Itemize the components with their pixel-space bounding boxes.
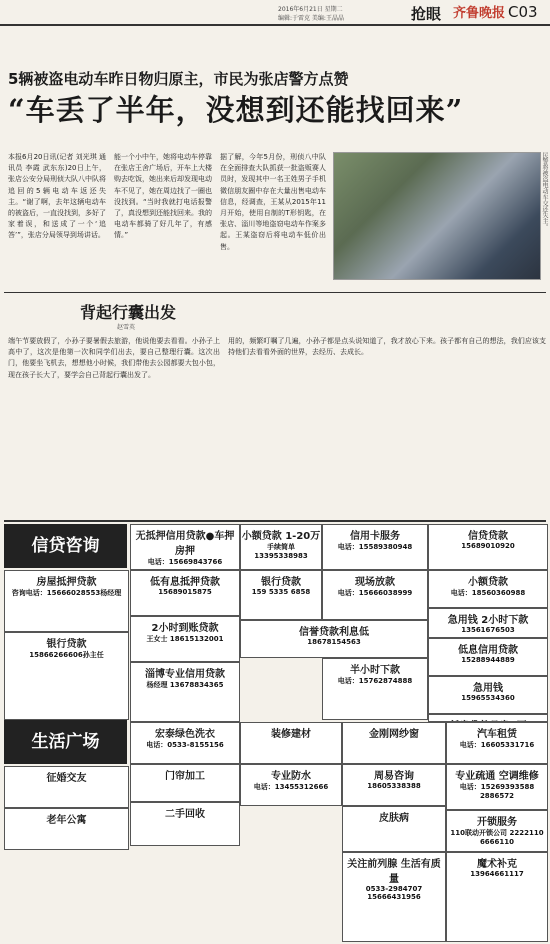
ad-title: 无抵押信用贷款●车押房押 xyxy=(135,531,235,557)
ad-title: 急用钱 xyxy=(473,683,503,694)
newspaper-logo: 齐鲁晚报 xyxy=(453,6,506,21)
ad-title: 信贷贷款 xyxy=(468,531,508,542)
ad-phone: 杨经理 13678834365 xyxy=(146,681,224,689)
ad-title: 金刚网纱窗 xyxy=(369,729,419,740)
ad-box xyxy=(4,570,129,632)
ad-box xyxy=(428,570,548,608)
story-headline: “车丢了半年，没想到还能找回来” xyxy=(8,93,464,127)
ad-box xyxy=(428,524,548,570)
ad-box xyxy=(240,620,428,658)
ad-phone: 电话：13455312666 xyxy=(253,783,329,791)
ad-title: 低有息抵押贷款 xyxy=(150,577,220,588)
ad-phone: 15689015875 xyxy=(158,588,212,596)
date-line: 2016年6月21日 星期二 xyxy=(278,6,343,13)
ad-phone: 王女士 18615132001 xyxy=(146,635,224,643)
ad-box xyxy=(428,676,548,714)
ad-phone: 13964661117 xyxy=(470,870,524,878)
ad-box xyxy=(130,764,240,802)
ad-box xyxy=(240,524,322,570)
ad-box xyxy=(322,524,428,570)
ad-title: 银行贷款 xyxy=(46,639,87,650)
ad-title: 低息信用贷款 xyxy=(458,645,518,656)
ad-box xyxy=(130,616,240,662)
ad-title: 小额贷款 1-20万 xyxy=(241,531,321,542)
ad-box xyxy=(130,802,240,846)
ad-phone: 手续简单 13395338983 xyxy=(254,543,308,560)
ad-title: 信用卡服务 xyxy=(350,531,400,542)
ad-title xyxy=(429,715,547,722)
photo-caption: 民警将被盗电动车交还失主。 xyxy=(541,152,548,230)
ad-title: 半小时下款 xyxy=(350,665,400,676)
ad-phone: 电话：15269393588 2886572 xyxy=(459,783,535,800)
ad-box xyxy=(322,658,428,720)
ad-box xyxy=(322,570,428,620)
ad-title: 急用钱 2小时下款 xyxy=(447,615,529,626)
ad-box xyxy=(240,570,322,620)
ad-title: 皮肤病 xyxy=(379,813,409,824)
ad-title: 现场放款 xyxy=(355,577,395,588)
ad-title: 专业疏通 空调维修 xyxy=(455,771,539,782)
ad-title: 魔术补克 xyxy=(477,859,517,870)
ad-box xyxy=(446,722,548,764)
ad-box xyxy=(130,524,240,570)
ad-title: 淄博专业信用贷款 xyxy=(145,669,225,680)
ad-box xyxy=(428,608,548,638)
column-author: 赵雪英 xyxy=(117,324,136,331)
ad-title: 房屋抵押贷款 xyxy=(36,577,97,588)
ad-box xyxy=(428,638,548,676)
ad-title: 老年公寓 xyxy=(46,815,87,826)
ad-title: 周易咨询 xyxy=(374,771,414,782)
ad-box xyxy=(446,810,548,852)
ad-phone: 18605338388 xyxy=(367,782,421,790)
column-body-right: 用的，频繁叮嘱了几遍，小孙子都是点头说知道了，我才放心下来。孩子都有自己的想法，我们应该支持他们去看看外面的世界，去经历、去成长。 xyxy=(228,337,546,357)
ad-box xyxy=(342,764,446,806)
ad-box xyxy=(428,714,548,722)
ad-phone: 15866266606孙主任 xyxy=(29,651,104,659)
ad-phone: 电话：16605331716 xyxy=(459,741,535,749)
ad-box xyxy=(446,852,548,942)
ad-box xyxy=(4,766,129,808)
ad-title: 宏泰绿色洗衣 xyxy=(155,729,215,740)
ads-divider xyxy=(4,520,546,522)
ad-phone: 13561676503 xyxy=(461,626,515,634)
ad-phone: 电话：15589380948 xyxy=(337,543,413,551)
ad-phone: 159 5335 6858 xyxy=(251,588,311,596)
ad-box xyxy=(446,764,548,810)
ad-box xyxy=(130,662,240,722)
ad-title: 专业防水 xyxy=(271,771,311,782)
ad-phone: 电话：18560360988 xyxy=(450,589,526,597)
ad-phone: 0533-2984707 15666431956 xyxy=(365,885,423,901)
story-column-3: 据了解，今年5月份，刑侦八中队在全面排查大队抓获一批盗贩赛人员时，发现其中一名王姓男子手机微信朋友圈中存在大量出售电动车信息，经调查，王某从2015年11月开始，使用自制的T形钥匙，在张店、淄川等地盗窃电动车作案多起。王某盗窃后将电动车低价出售。 xyxy=(220,153,326,251)
ad-title: 汽车租赁 xyxy=(477,729,517,740)
ad-title: 征婚交友 xyxy=(46,773,87,784)
ad-box xyxy=(4,808,129,850)
story-column-2: 能一个小中午，她将电动车停靠在张店王舍广场后，开车上大楼购去吃饭，她出来后却发现电动车不见了，她在周边找了一圈也没找到。“当时我就打电话报警了，真没想到还能找回来。我的电动车都骑了好几年了，有感情。” xyxy=(114,153,212,240)
ad-title: 信誉贷款利息低 xyxy=(299,627,369,638)
ad-phone: 电话：0533-8155156 xyxy=(146,741,224,749)
page-header xyxy=(0,0,550,26)
ad-phone: 15288944889 xyxy=(461,656,515,664)
ad-title: 门帘加工 xyxy=(165,771,205,782)
ad-phone: 15689010920 xyxy=(461,542,515,550)
ad-box xyxy=(130,570,240,616)
ad-title: 银行贷款 xyxy=(261,577,301,588)
ad-title: 小额贷款 xyxy=(468,577,508,588)
ad-title: 2小时到账贷款 xyxy=(151,623,219,634)
ad-phone: 110联动开锁公司 2222110 6666110 xyxy=(450,829,544,846)
news-photo xyxy=(333,152,541,280)
banner-life: 生活广场 xyxy=(4,720,127,764)
ad-phone: 15965534360 xyxy=(461,694,515,702)
ad-title: 关注前列腺 生活有质量 xyxy=(347,859,441,885)
divider xyxy=(4,292,546,293)
ad-box xyxy=(342,722,446,764)
ad-title: 二手回收 xyxy=(165,809,205,820)
story-kicker: 5辆被盗电动车昨日物归原主，市民为张店警方点赞 xyxy=(8,70,349,88)
ad-box xyxy=(342,852,446,942)
section-title: 抢眼 xyxy=(411,5,442,23)
ad-box xyxy=(130,722,240,764)
story-column-1: 本报6月20日讯(记者 刘光琪 通讯员 李霞 武东东)20日上午，张店公安分局刑侦大队八中队将追回的5辆电动车返还失主。“谢了啊，去年这辆电动车的被盗后，一直没找到，多好了家着误，和送成了一个‘追答’”，张店分局领导到场讲话。 xyxy=(8,153,106,240)
ad-phone: 电话：15669843766 xyxy=(147,558,223,566)
ad-phone: 电话：15666038999 xyxy=(337,589,413,597)
column-body-left: 端午节要放假了，小孙子要暑假去旅游，他说他要去看看。小孙子上高中了，这次是他第一次和同学们出去，要自己整理行囊。这次出门，他要坐飞机去，想想他小时候，我们带他去公园都要大包小包，现在孩子长大了，要学会自己背起行囊出发了。 xyxy=(8,337,220,379)
editor-line: 编辑:于雷克 美编:王晶晶 xyxy=(278,15,344,22)
column-title: 背起行囊出发 xyxy=(80,303,177,322)
ad-title: 装修建材 xyxy=(271,729,311,740)
page-number: C03 xyxy=(508,3,538,21)
banner-credit: 信贷咨询 xyxy=(4,524,127,568)
ad-phone: 电话：15762874888 xyxy=(337,677,413,685)
ad-box xyxy=(240,764,342,806)
ad-box xyxy=(240,722,342,764)
ad-phone: 咨询电话：15666028553杨经理 xyxy=(11,589,122,597)
ad-phone: 18678154563 xyxy=(307,638,361,646)
ad-title: 开锁服务 xyxy=(477,817,517,828)
ad-box xyxy=(342,806,446,852)
ad-box xyxy=(4,632,129,720)
